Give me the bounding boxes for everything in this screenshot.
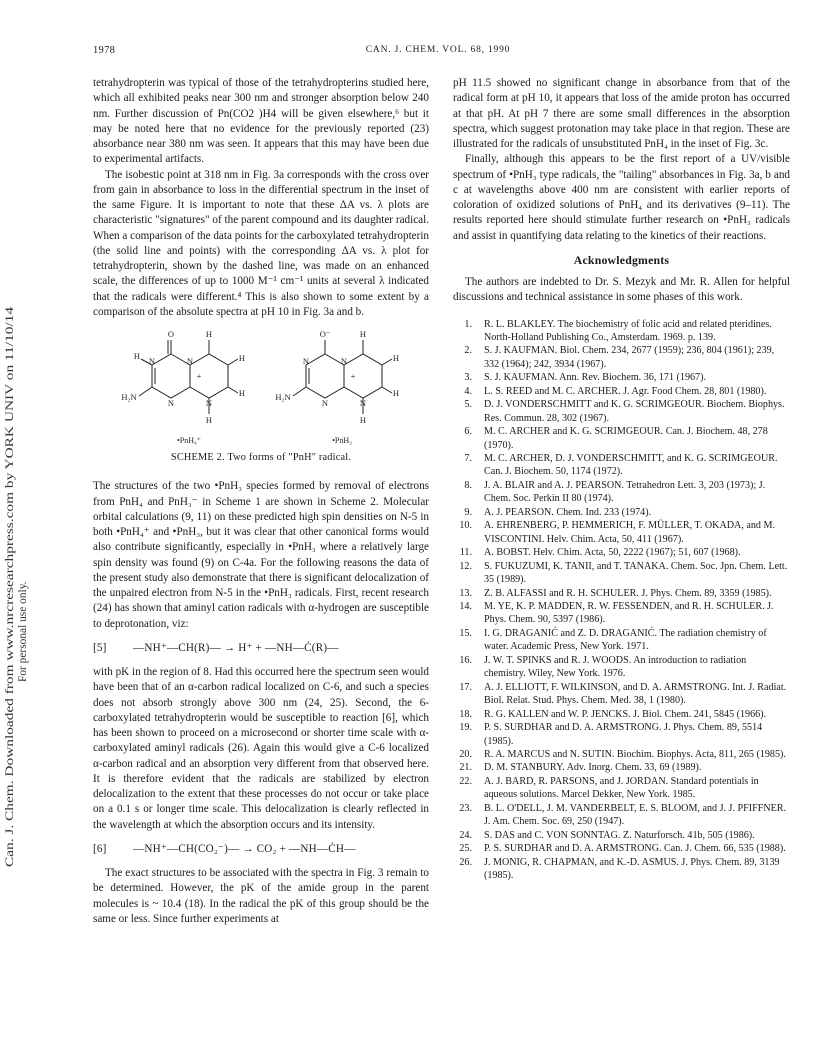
atom-label: H bbox=[359, 329, 367, 339]
reference-text: P. S. SURDHAR and D. A. ARMSTRONG. J. Phys. Chem. 89, 5514 (1985). bbox=[484, 722, 763, 747]
reference-item bbox=[453, 506, 790, 519]
watermark-line-2: For personal use only. bbox=[17, 581, 29, 682]
reference-text: L. S. REED and M. C. ARCHER. J. Agr. Food Chem. 28, 801 (1980). bbox=[484, 385, 767, 397]
reference-text: A. BOBST. Helv. Chim. Acta, 50, 2222 (1967); 51, 607 (1968). bbox=[484, 547, 741, 559]
left-column bbox=[93, 76, 429, 927]
reference-number: 19. bbox=[459, 722, 472, 734]
reference-number: 12. bbox=[459, 560, 472, 572]
reference-number: 22. bbox=[459, 775, 472, 787]
reference-number: 5. bbox=[464, 399, 472, 411]
atom-label: + bbox=[350, 371, 356, 381]
reference-item bbox=[453, 654, 790, 681]
body-paragraph: The isobestic point at 318 nm in Fig. 3a corresponds with the cross over from gain in absorbance to loss in the differential spectrum in the inset of the same Figure. It is important to note that these ΔA vs. λ plots are characteristic "signatures" of the parent compound and its daughter radical. When a comparison of the data points for the carboxylated tetrahydropterin (the solid line and points) with the corresponding ΔA vs. λ plot for tetrahydropterin, shown by the dashed line, was made on an enhanced scale, the differences of up to 1000 M⁻¹ cm⁻¹ units at several λ indicated that the radicals were different.⁴ This is also shown to some extent by a comparison of the absolute spectra at pH 10 in Fig. 3a and b. bbox=[93, 168, 430, 318]
atom-label: O⁻ bbox=[319, 329, 331, 339]
body-paragraph: The structures of the two •PnH₃ species formed by removal of electrons from PnH₄ and PnH₃⁻ in Scheme 1 are shown in Scheme 2. Molecular orbital calculations (9, 11) on these predicted high spin densities on N-5 in both •PnH₄⁺ and •PnH₃, but it was clear that other canonical forms would also contribute significantly, especially in •PnH₃ where a relatively large spin density was found (9) on C-4a. For the following reasons the data of the present study also demonstrate that there is significant delocalization of the unpaired electron from N-5 in the •PnH₃ radicals. First, recent research (24) has shown that aminyl cation radicals with α-hydrogen are susceptible to deprotonation, viz: bbox=[93, 480, 429, 630]
atom-label: H bbox=[205, 329, 213, 339]
equation-number: [5] bbox=[93, 641, 107, 654]
reference-item bbox=[453, 748, 790, 761]
download-watermark bbox=[1, 270, 31, 870]
reference-number: 6. bbox=[464, 426, 472, 438]
body-paragraph: Finally, although this appears to be the first report of a UV/visible spectrum of •PnH₃ type radicals, the "tailing" absorbances in Fig. 3a, b and c at wavelengths above 400 nm are consistent with earlier reports of coloration of oxidized solutions of PnH₄ and its derivatives (9–11). The results reported here should stimulate further research on •PnH₃ radicals and assist in quantifying data relating to the kinetics of their reactions. bbox=[453, 153, 790, 242]
pyrimidine-ring-1 bbox=[152, 354, 190, 398]
atom-label: H bbox=[205, 415, 213, 425]
reference-item bbox=[453, 802, 790, 829]
reference-item bbox=[453, 560, 790, 587]
reference-number: 4. bbox=[464, 385, 472, 397]
reference-item bbox=[453, 519, 790, 546]
reference-item bbox=[453, 681, 790, 708]
reference-text: A. EHRENBERG, P. HEMMERICH, F. MÜLLER, T. OKADA, and M. VISCONTINI. Helv. Chim. Acta, 50, 411 (1967). bbox=[484, 520, 775, 545]
reference-item bbox=[453, 775, 790, 802]
reference-text: S. FUKUZUMI, K. TANII, and T. TANAKA. Chem. Soc. Jpn. Chem. Lett. 35 (1989). bbox=[484, 560, 788, 586]
reference-number: 11. bbox=[459, 547, 472, 559]
reference-text: B. L. O'DELL, J. M. VANDERBELT, E. S. BLOOM, and J. J. PFIFFNER. J. Am. Chem. Soc. 69, 250 (1947). bbox=[484, 802, 787, 828]
reference-text: I. G. DRAGANIĆ and Z. D. DRAGANIĆ. The radiation chemistry of water. Academic Press, New York. 1971. bbox=[484, 627, 767, 653]
species-label-pnh4: •PnH₄⁺ bbox=[176, 436, 202, 445]
atom-label: N bbox=[340, 356, 348, 366]
atom-label: N bbox=[186, 356, 194, 366]
reference-text: M. C. ARCHER, D. J. VONDERSCHMITT, and K. G. SCRIMGEOUR. Can. J. Biochem. 50, 1174 (1972). bbox=[484, 453, 778, 478]
reference-number: 26. bbox=[459, 856, 472, 868]
scheme-2-figure bbox=[93, 326, 429, 448]
reference-text: J. A. BLAIR and A. J. PEARSON. Tetrahedron Lett. 3, 203 (1973); J. Chem. Soc. Perkin II 80 (1974). bbox=[484, 479, 766, 505]
reference-item bbox=[453, 761, 790, 774]
reference-text: M. C. ARCHER and K. G. SCRIMGEOUR. Can. J. Biochem. 48, 278 (1970). bbox=[484, 426, 768, 451]
atom-label: H bbox=[238, 388, 246, 398]
atom-label: N bbox=[302, 356, 310, 366]
reference-item bbox=[453, 708, 790, 721]
body-paragraph: The exact structures to be associated with the spectra in Fig. 3 remain to be determined. However, the pK of the amide group in the parent molecules is ~ 10.4 (18). In the radical the pK of this group should be the same or less. Since further experiments at bbox=[93, 867, 429, 925]
atom-label: N bbox=[148, 356, 156, 366]
reference-item bbox=[453, 371, 790, 384]
reference-text: M. YE, K. P. MADDEN, R. W. FESSENDEN, and R. H. SCHULER. J. Phys. Chem. 90, 5397 (1986). bbox=[484, 601, 774, 626]
reference-text: S. DAS and C. VON SONNTAG. Z. Naturforsch. 41b, 505 (1986). bbox=[484, 829, 755, 841]
reference-item bbox=[453, 344, 790, 371]
reference-number: 14. bbox=[459, 601, 472, 613]
reference-number: 7. bbox=[464, 453, 472, 465]
reference-item bbox=[453, 479, 790, 506]
reference-number: 16. bbox=[459, 654, 472, 666]
reference-item bbox=[453, 856, 790, 883]
reference-item bbox=[453, 587, 790, 600]
equation-5 bbox=[93, 641, 429, 656]
reference-text: J. W. T. SPINKS and R. J. WOODS. An introduction to radiation chemistry. Wiley, New York. 1976. bbox=[484, 654, 747, 680]
reference-number: 20. bbox=[459, 749, 472, 760]
atom-label: O bbox=[167, 329, 175, 339]
journal-citation: CAN. J. CHEM. VOL. 68, 1990 bbox=[365, 45, 511, 55]
reference-number: 8. bbox=[464, 479, 472, 491]
reference-item bbox=[453, 600, 790, 627]
reference-text: R. A. MARCUS and N. SUTIN. Biochim. Biophys. Acta, 811, 265 (1985). bbox=[484, 749, 786, 760]
acknowledgments-heading: Acknowledgments bbox=[573, 252, 670, 267]
atom-label: H bbox=[359, 415, 367, 425]
reference-text: J. MONIG, R. CHAPMAN, and K.-D. ASMUS. J. Phys. Chem. 89, 3139 (1985). bbox=[484, 856, 780, 882]
reference-number: 25. bbox=[459, 843, 472, 855]
page-number: 1978 bbox=[93, 45, 116, 56]
atom-label: + bbox=[196, 371, 202, 381]
atom-label: H₂N bbox=[275, 392, 291, 402]
reference-number: 18. bbox=[459, 708, 472, 720]
scheme-2-structures bbox=[93, 326, 429, 448]
reference-number: 3. bbox=[464, 372, 472, 384]
acknowledgments-text: The authors are indebted to Dr. S. Mezyk and Mr. R. Allen for helpful discussions and technical assistance in some phases of this work. bbox=[453, 276, 790, 304]
reference-number: 21. bbox=[459, 762, 472, 774]
atom-label: H bbox=[133, 351, 141, 361]
reference-text: R. L. BLAKLEY. The biochemistry of folic acid and related pteridines. North-Holland Publishing Co., Amsterdam. 1969. p. 139. bbox=[484, 318, 772, 343]
watermark-line-1: Can. J. Chem. Downloaded from www.nrcresearchpress.com by YORK UNIV on 11/10/14 bbox=[4, 451, 16, 867]
reference-text: A. J. PEARSON. Chem. Ind. 233 (1974). bbox=[484, 506, 652, 518]
equation-body: —NH⁺—CH(R)— → H⁺ + —NH—Ċ(R)— bbox=[133, 641, 339, 654]
running-header bbox=[93, 45, 783, 61]
reference-text: D. M. STANBURY. Adv. Inorg. Chem. 33, 69 (1989). bbox=[484, 762, 702, 774]
reference-number: 1. bbox=[464, 318, 472, 330]
reference-text: A. J. ELLIOTT, F. WILKINSON, and D. A. ARMSTRONG. Int. J. Radiat. Biol. Relat. Stud. Phys. Chem. Med. 38, 1 (1980). bbox=[484, 681, 787, 707]
atom-label: H bbox=[238, 353, 246, 363]
reference-number: 23. bbox=[459, 802, 472, 814]
reference-item bbox=[453, 627, 790, 654]
pyrimidine-ring-2 bbox=[306, 354, 344, 398]
reference-number: 9. bbox=[464, 506, 472, 518]
atom-label: N bbox=[167, 398, 175, 408]
equation-body: —NH⁺—CH(CO₂⁻)— → CO₂ + —NH—ĊH— bbox=[133, 842, 356, 855]
reference-list bbox=[453, 318, 790, 883]
reference-item bbox=[453, 829, 790, 842]
reference-number: 15. bbox=[459, 627, 472, 639]
reference-item bbox=[453, 385, 790, 398]
reference-item bbox=[453, 318, 790, 345]
reference-text: D. J. VONDERSCHMITT and K. G. SCRIMGEOUR. Biochem. Biophys. Res. Commun. 28, 302 (1967). bbox=[484, 399, 785, 424]
reference-text: P. S. SURDHAR and D. A. ARMSTRONG. Can. J. Chem. 66, 535 (1988). bbox=[484, 843, 786, 855]
reference-item bbox=[453, 425, 790, 452]
body-paragraph: with pK in the region of 8. Had this occurred here the spectrum seen would have been that of an α-carbon radical localized on C-6, and such a species does not absorb strongly above 300 nm (24, 25). Second, the 6-carboxylated tetrahydropterin would be susceptible to reaction [6], which has been shown to proceed on a microsecond or shorter time scale with α-carboxylated aminyl radicals (26). Again this would give a C-6 localized α-carbon radical and an absorption very different from that observed here. It is therefore evident that the radicals are stabilized by electron delocalization to the extent that these processes do not occur or take place on a 0.1 s or longer time scale. This delocalization is clearly reflected in the wavelength at which the absorption occurs and its intensity. bbox=[93, 666, 429, 831]
reference-text: Z. B. ALFASSI and R. H. SCHULER. J. Phys. Chem. 89, 3359 (1985). bbox=[484, 587, 772, 599]
equation-number: [6] bbox=[93, 842, 107, 855]
equation-6 bbox=[93, 842, 429, 857]
reference-item bbox=[453, 452, 790, 479]
reference-text: R. G. KALLEN and W. P. JENCKS. J. Biol. Chem. 241, 5845 (1966). bbox=[484, 708, 767, 720]
reference-text: S. J. KAUFMAN. Ann. Rev. Biochem. 36, 171 (1967). bbox=[484, 372, 706, 384]
scheme-caption: SCHEME 2. Two forms of "PnH" radical. bbox=[170, 452, 352, 463]
atom-label: N bbox=[205, 398, 213, 408]
reference-text: S. J. KAUFMAN. Biol. Chem. 234, 2677 (1959); 236, 804 (1961); 239, 332 (1964); 242, 3934 (1967). bbox=[484, 345, 775, 370]
reference-number: 24. bbox=[459, 829, 472, 841]
body-paragraph: tetrahydropterin was typical of those of the tetrahydropterins studied here, which all exhibited peaks near 300 nm and stronger absorption below 240 nm. Further discussion of Pn(CO2 )H4 will be given elsewhere,⁶ but it may be noted here that no evidence for the previously reported (23) absorbance near 380 nm was seen. It appears that this may have been due to experimental artifacts. bbox=[93, 77, 429, 166]
reference-number: 2. bbox=[464, 345, 472, 357]
reference-text: A. J. BARD, R. PARSONS, and J. JORDAN. Standard potentials in aqueous solutions. Marcel Dekker, New York. 1985. bbox=[484, 775, 759, 801]
reference-item bbox=[453, 398, 790, 425]
reference-number: 13. bbox=[459, 587, 472, 599]
reference-item bbox=[453, 546, 790, 559]
right-column bbox=[453, 76, 790, 883]
atom-label: N bbox=[359, 398, 367, 408]
reference-number: 10. bbox=[459, 520, 472, 532]
atom-label: H₂N bbox=[121, 392, 137, 402]
reference-item bbox=[453, 721, 790, 748]
reference-item bbox=[453, 842, 790, 855]
atom-label: H bbox=[392, 353, 400, 363]
atom-label: H bbox=[392, 388, 400, 398]
atom-label: N bbox=[321, 398, 329, 408]
species-label-pnh3: •PnH₃ bbox=[332, 436, 352, 445]
body-paragraph: pH 11.5 showed no significant change in absorbance from that of the radical form at pH 10, it appears that loss of the amide proton has occurred at that pH. At pH 7 there are some small differences in the absorption spectra, which suggest protonation may take place in that region. These are illustrated for the radicals of unsubstituted PnH₄ in the inset of Fig. 3c. bbox=[453, 77, 790, 150]
reference-number: 17. bbox=[459, 681, 472, 693]
